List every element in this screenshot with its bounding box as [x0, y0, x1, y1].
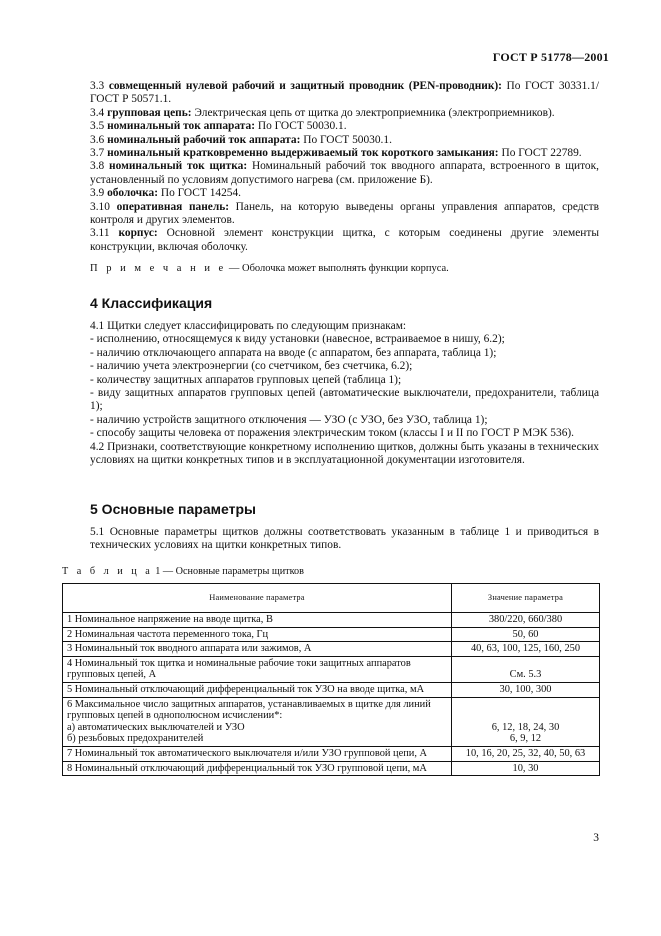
definition-text: По ГОСТ 14254.: [160, 187, 242, 200]
table-caption: [62, 566, 304, 577]
section-5-body: [90, 526, 599, 553]
parameter-sub-a: а) автоматических выключателей и УЗО: [67, 721, 245, 733]
parameter-value: 40, 63, 100, 125, 160, 250: [452, 642, 600, 657]
parameter-sub-b: б) резьбовых предохранителей: [67, 733, 204, 745]
definition-term: номинальный ток щитка:: [109, 160, 248, 173]
table-header-name: Наименование параметра: [63, 584, 452, 613]
section-4-intro: 4.1 Щитки следует классифицировать по следующим признакам:: [90, 320, 407, 332]
definition-number: 3.6: [90, 133, 105, 146]
definition-term: корпус:: [118, 227, 158, 240]
document-header: ГОСТ Р 51778—2001: [492, 50, 609, 64]
classification-item: - виду защитных аппаратов групповых цепей (автоматические выключатели, предохранители, таблица 1);: [90, 387, 599, 413]
page-number: 3: [593, 832, 599, 844]
classification-item: - наличию учета электроэнергии (со счетчиком, без счетчика, 6.2);: [90, 360, 413, 373]
parameter-value: 10, 30: [452, 761, 600, 776]
definition-number: 3.9: [90, 187, 105, 200]
definition-number: 3.7: [90, 147, 105, 160]
note-text: — Оболочка может выполнять функции корпуса.: [228, 263, 449, 274]
section-5-title: 5 Основные параметры: [90, 501, 256, 517]
classification-item: - наличию устройств защитного отключения — УЗО (с УЗО, без УЗО, таблица 1);: [90, 413, 488, 426]
definition-text: Электрическая цепь от щитка до электроприемника (электроприемников).: [194, 106, 555, 119]
definition-term: номинальный кратковременно выдерживаемый ток короткого замыкания:: [107, 147, 499, 160]
definition-item: [90, 80, 599, 107]
table-row: [63, 746, 600, 761]
parameter-value: 30, 100, 300: [452, 682, 600, 697]
table-row: [63, 613, 600, 628]
definition-number: 3.5: [90, 120, 105, 133]
definition-text: Основной элемент конструкции щитка, с которым соединены другие элементы конструкции, включая оболочку.: [90, 227, 599, 253]
parameter-name: 8 Номинальный отключающий дифференциальный ток УЗО групповой цепи, мА: [63, 761, 452, 776]
definition-item: [90, 160, 599, 187]
definition-term: номинальный ток аппарата:: [107, 120, 255, 133]
classification-item: - наличию отключающего аппарата на вводе (с аппаратом, без аппарата, таблица 1);: [90, 346, 497, 359]
parameter-name: 4 Номинальный ток щитка и номинальные рабочие токи защитных аппаратов групповых цепей, А: [63, 656, 452, 682]
table-row: [63, 627, 600, 642]
table-caption-text: 1 — Основные параметры щитков: [155, 566, 304, 577]
note: [90, 262, 599, 275]
definition-item: [90, 134, 599, 147]
definition-item: [90, 227, 599, 254]
parameter-value: 380/220, 660/380: [452, 613, 600, 628]
parameter-name: 2 Номинальная частота переменного тока, Гц: [63, 627, 452, 642]
definition-item: [90, 107, 599, 120]
definition-text: По ГОСТ 22789.: [501, 147, 582, 160]
definition-item: [90, 187, 599, 200]
paragraph-4-2: 4.2 Признаки, соответствующие конкретному исполнению щитков, должны быть указаны в технических условиях на щитки конкретных типов и в эксплуатационной документации изготовителя.: [90, 440, 599, 467]
definition-number: 3.3: [90, 80, 105, 92]
classification-item: - исполнению, относящемуся к виду установки (навесное, встраиваемое в нишу, 6.2);: [90, 333, 505, 346]
definition-number: 3.8: [90, 160, 105, 173]
section-4-title: 4 Классификация: [90, 295, 213, 311]
note-label: П р и м е ч а н и е: [90, 263, 227, 274]
parameter-name: 5 Номинальный отключающий дифференциальный ток УЗО на вводе щитка, мА: [63, 682, 452, 697]
definition-term: оболочка:: [107, 187, 158, 200]
parameter-value-b: 6, 9, 12: [509, 733, 542, 745]
table-caption-label: Т а б л и ц а: [62, 566, 153, 577]
definition-item: [90, 201, 599, 228]
table-row: [63, 656, 600, 682]
table-row: [63, 697, 600, 746]
classification-item: - способу защиты человека от поражения электрическим током (классы I и II по ГОСТ Р МЭК 536).: [90, 427, 575, 440]
definition-text: Панель, на которую выведены органы управления аппаратов, средств контроля и других элементов.: [90, 200, 599, 227]
parameter-name: 7 Номинальный ток автоматического выключателя и/или УЗО групповой цепи, А: [63, 746, 452, 761]
definition-term: групповая цепь:: [107, 106, 192, 119]
definitions-block: [90, 80, 599, 254]
definition-number: 3.11: [90, 227, 110, 240]
definition-text: Номинальный рабочий ток вводного аппарата, встроенного в щиток, установленный по условиям допустимого нагрева (см. приложение Б).: [90, 160, 599, 186]
definition-number: 3.10: [90, 200, 110, 213]
section-4-body: [90, 320, 599, 467]
definition-text: По ГОСТ 30331.1/ГОСТ Р 50571.1.: [90, 80, 600, 106]
parameter-value-a: 6, 12, 18, 24, 30: [491, 721, 560, 733]
parameter-name-text: 6 Максимальное число защитных аппаратов, устанавливаемых в щитке для линий групповых цепей в однополюсном исчислении*:: [67, 698, 431, 722]
parameter-value: 50, 60: [452, 627, 600, 642]
parameters-table: [62, 583, 600, 776]
table-row: [63, 682, 600, 697]
definition-text: По ГОСТ 50030.1.: [303, 133, 392, 146]
definition-number: 3.4: [90, 106, 105, 119]
definition-term: совмещенный нулевой рабочий и защитный проводник (PEN-проводник):: [108, 80, 502, 92]
definition-term: номинальный рабочий ток аппарата:: [107, 133, 301, 146]
table-row: [63, 761, 600, 776]
parameter-value: [452, 697, 600, 746]
parameter-name: [63, 697, 452, 746]
parameter-value: См. 5.3: [452, 656, 600, 682]
parameter-value: 10, 16, 20, 25, 32, 40, 50, 63: [452, 746, 600, 761]
definition-item: [90, 120, 599, 133]
definition-term: оперативная панель:: [116, 200, 230, 213]
definition-item: [90, 147, 599, 160]
table-header-value: Значение параметра: [452, 584, 600, 613]
parameter-name: 1 Номинальное напряжение на вводе щитка, В: [63, 613, 452, 628]
definition-text: По ГОСТ 50030.1.: [257, 120, 347, 133]
parameter-name: 3 Номинальный ток вводного аппарата или зажимов, А: [63, 642, 452, 657]
paragraph-5-1: 5.1 Основные параметры щитков должны соответствовать указанным в таблице 1 и приводиться в технических условиях на щитки конкретных типов.: [90, 526, 599, 552]
table-row: [63, 642, 600, 657]
classification-item: - количеству защитных аппаратов групповых цепей (таблица 1);: [90, 373, 402, 386]
